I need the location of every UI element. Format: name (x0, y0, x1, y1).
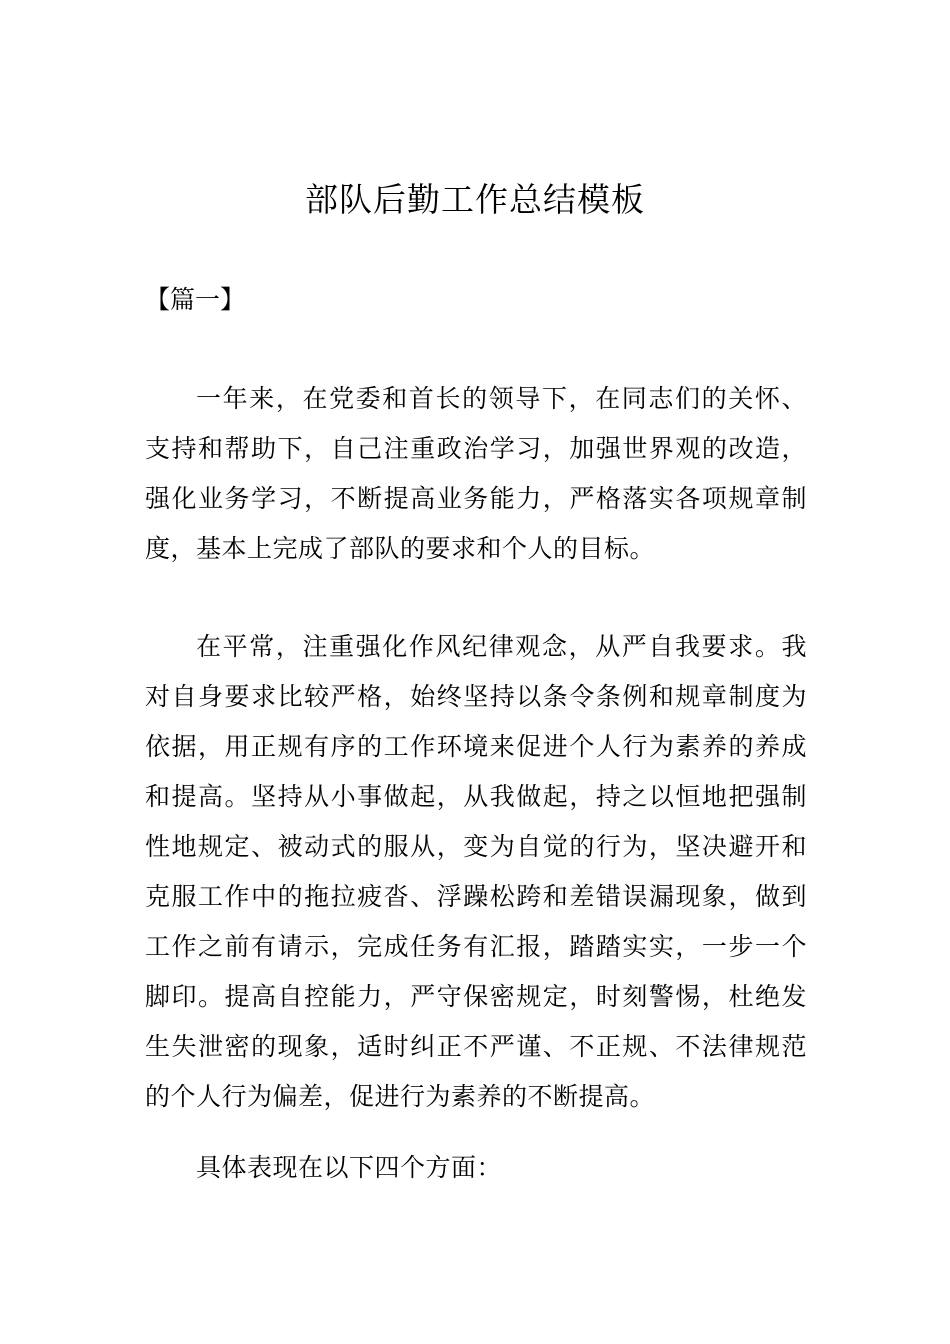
document-title: 部队后勤工作总结模板 (305, 180, 645, 219)
paragraph-3: 具体表现在以下四个方面： (196, 1153, 503, 1182)
paragraph-1: 一年来，在党委和首长的领导下，在同志们的关怀、支持和帮助下，自己注重政治学习，加强世界观的改造，强化业务学习，不断提高业务能力，严格落实各项规章制度，基本上完成了部队的要求和个人的目标。 (145, 384, 807, 563)
paragraph-2: 在平常，注重强化作风纪律观念，从严自我要求。我对自身要求比较严格，始终坚持以条令条例和规章制度为依据，用正规有序的工作环境来促进个人行为素养的养成和提高。坚持从小事做起，从我做起，持之以恒地把强制性地规定、被动式的服从，变为自觉的行为，坚决避开和克服工作中的拖拉疲沓、浮躁松跨和差错误漏现象，做到工作之前有请示，完成任务有汇报，踏踏实实，一步一个脚印。提高自控能力，严守保密规定，时刻警惕，杜绝发生失泄密的现象，适时纠正不严谨、不正规、不法律规范的个人行为偏差，促进行为素养的不断提高。 (145, 632, 807, 1111)
section-label: 【篇一】 (145, 285, 246, 314)
